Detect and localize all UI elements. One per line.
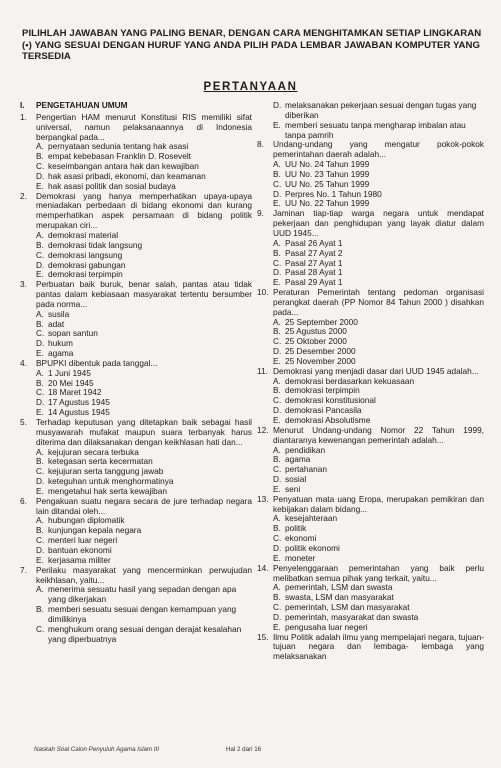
question-item (257, 209, 484, 288)
option-text: ekonomi (285, 533, 317, 544)
option-text: demokrasi berdasarkan kekuasaan (285, 375, 415, 386)
question-text: Undang-undang yang mengatur pokok-pokok pemerintahan daerah adalah... (273, 139, 484, 160)
option-letter: D. (273, 611, 282, 622)
option-text: 1 Juni 1945 (48, 367, 91, 378)
option-text: pertahanan (285, 464, 327, 475)
question-item (20, 359, 252, 418)
option-letter: C. (36, 387, 45, 398)
option-letter: A. (273, 237, 281, 248)
question-text: BPUPKI dibentuk pada tanggal... (36, 357, 158, 368)
question-text: Penyatuan mata uang Eropa, merupakan pemikiran dan kebijakan dalam bidang... (273, 493, 484, 514)
option-letter: A. (273, 375, 281, 386)
question-text: Pengertian HAM menurut Konstitusi RIS memiliki sifat universal, namun pelaksanaannya di Indonesia berpangkal pada... (36, 111, 252, 142)
option-letter: C. (36, 623, 45, 634)
option-letter: C. (36, 249, 45, 260)
question-number: 14. (257, 562, 269, 573)
option-letter: A. (36, 367, 44, 378)
option-letter: C. (273, 178, 282, 189)
answer-options (20, 142, 252, 191)
option-text: Perpres No. 1 Tahun 1980 (285, 188, 382, 199)
footer-page-number: Hal 2 dari 16 (226, 746, 262, 753)
option-letter: B. (273, 247, 281, 258)
option-text: pengusaha luar negeri (285, 621, 368, 632)
option-text: 25 Desember 2000 (285, 346, 356, 357)
option-text: moneter (285, 552, 316, 563)
option-text: 25 November 2000 (285, 355, 356, 366)
option-text: 25 Oktober 2000 (285, 336, 347, 347)
option-text: kerjasama militer (48, 554, 111, 565)
option-text: kejujuran secara terbuka (48, 446, 139, 457)
answer-option (36, 605, 252, 625)
option-letter: C. (273, 602, 282, 613)
option-letter: A. (36, 584, 44, 595)
question-number: 6. (20, 495, 27, 506)
question-number: 12. (257, 424, 269, 435)
answer-option (273, 475, 484, 485)
option-text: sosial (285, 474, 307, 485)
option-text: 17 Agustus 1945 (48, 397, 110, 408)
option-text: susila (48, 308, 70, 319)
option-letter: A. (36, 229, 44, 240)
option-letter: C. (273, 257, 282, 268)
option-letter: C. (273, 533, 282, 544)
question-item (20, 113, 252, 192)
question-stem (257, 209, 484, 239)
option-letter: A. (36, 141, 44, 152)
question-item (257, 633, 484, 663)
option-letter: E. (36, 269, 44, 280)
option-text: keseimbangan antara hak dan kewajiban (48, 161, 199, 172)
question-text: Perbuatan baik buruk, benar salah, pantas atau tidak pantas dalam kebiasaan masyarakat tertentu bersumber pada norma... (36, 279, 252, 309)
option-text: demokrasi tidak langsung (48, 239, 143, 250)
question-stem (20, 113, 252, 143)
option-text: demokrasi gabungan (48, 259, 126, 270)
question-item (20, 192, 252, 281)
question-number: 15. (257, 631, 269, 642)
option-letter: E. (273, 483, 281, 494)
question-stem (257, 633, 484, 663)
answer-options (257, 446, 484, 495)
option-text: keteguhan untuk menghormatinya (48, 476, 174, 487)
option-letter: E. (273, 621, 281, 632)
option-text: kunjungan kepala negara (48, 525, 142, 536)
question-text: Penyelenggaraan pemerintahan yang baik perlu melibatkan semua pihak yang terkait, yaitu... (273, 562, 484, 583)
option-text: 18 Maret 1942 (48, 387, 102, 398)
section-heading (20, 101, 252, 111)
question-item (257, 495, 484, 564)
option-letter: D. (273, 542, 282, 553)
question-item (257, 367, 484, 426)
answer-option (36, 625, 252, 645)
option-letter: C. (36, 535, 45, 546)
question-number: 9. (257, 208, 264, 219)
question-stem (257, 140, 484, 160)
answer-option (273, 121, 484, 141)
option-text: 25 Agustus 2000 (285, 326, 347, 337)
option-letter: D. (36, 170, 45, 181)
option-letter: D. (36, 476, 45, 487)
question-stem (257, 495, 484, 515)
option-text: Pasal 27 Ayat 2 (285, 247, 343, 258)
question-number: 8. (257, 139, 264, 150)
option-text: Pasal 26 Ayat 1 (285, 237, 343, 248)
option-letter: D. (36, 397, 45, 408)
option-text: melaksanakan pekerjaan sesuai dengan tugas yang diberikan (285, 100, 477, 120)
question-number: 4. (20, 357, 27, 368)
question-text: Terhadap keputusan yang ditetapkan baik sebagai hasil musyawarah mufakat maupun suara terbanyak harus diterima dan dilaksanakan dengan keikhlasan hati dan... (36, 417, 252, 447)
question-item (20, 280, 252, 359)
answer-options (257, 318, 484, 367)
question-number: 7. (20, 564, 27, 575)
carried-options (257, 101, 484, 140)
option-letter: B. (273, 168, 281, 179)
answer-options (20, 585, 252, 644)
option-text: pernyataan sedunia tentang hak asasi (48, 141, 189, 152)
question-item (20, 497, 252, 566)
option-text: agama (48, 348, 74, 359)
option-letter: E. (273, 415, 281, 425)
question-text: Perilaku masyarakat yang mencerminkan perwujudan keikhlasan, yaitu... (36, 564, 252, 585)
option-text: hak asasi politik dan sosial budaya (48, 180, 176, 191)
option-letter: B. (36, 151, 44, 162)
question-text: Jaminan tiap-tiap warga negara untuk mendapat pekerjaan dan penghidupan yang layak diatur dalam UUD 1945... (273, 208, 484, 238)
option-text: memberi sesuatu sesuai dengan kemampuan yang dimilikinya (48, 604, 237, 624)
option-letter: D. (36, 259, 45, 270)
option-text: mengetahui hak serta kewajiban (48, 485, 167, 496)
question-list-left (20, 113, 252, 645)
option-text: menteri luar negeri (48, 535, 118, 546)
question-text: Menurut Undang-undang Nomor 22 Tahun 1999, diantaranya kewenangan pemerintah adalah... (273, 424, 484, 445)
instruction-text: PILIHLAH JAWABAN YANG PALING BENAR, DENGAN CARA MENGHITAMKAN SETIAP LINGKARAN (•) YANG SESUAI DENGAN HURUF YANG ANDA PILIH PADA LEMBAR JAWABAN KOMPUTER YANG TERSEDIA (22, 28, 482, 62)
answer-options (257, 239, 484, 288)
option-text: pemerintah, LSM dan swasta (285, 582, 393, 593)
question-stem (20, 418, 252, 448)
answer-options (20, 448, 252, 497)
option-text: adat (48, 318, 65, 329)
option-text: demokrasi langsung (48, 249, 123, 260)
question-stem (257, 564, 484, 584)
option-text: UU No. 23 Tahun 1999 (285, 168, 370, 179)
question-item (257, 140, 484, 209)
option-letter: A. (273, 582, 281, 593)
option-letter: E. (273, 198, 281, 209)
option-text: bantuan ekonomi (48, 544, 112, 555)
question-stem (20, 280, 252, 310)
option-letter: B. (273, 523, 281, 534)
question-list-right (257, 140, 484, 662)
option-letter: B. (36, 239, 44, 250)
option-text: seni (285, 483, 301, 494)
option-text: empat kebebasan Franklin D. Rosevelt (48, 151, 191, 162)
answer-options (257, 377, 484, 426)
option-letter: A. (273, 513, 281, 524)
answer-options (257, 583, 484, 632)
option-text: pemerintah, masyarakat dan swasta (285, 611, 419, 622)
option-text: ketegasan serta kecermatan (48, 456, 153, 467)
option-letter: D. (273, 346, 282, 357)
option-text: demokrasi terpimpin (285, 385, 360, 396)
question-item (20, 418, 252, 497)
question-stem (20, 566, 252, 586)
option-letter: A. (273, 159, 281, 170)
option-text: 14 Agustus 1945 (48, 407, 110, 418)
option-text: hubungan diplomatik (48, 515, 125, 526)
left-column (20, 101, 252, 644)
option-letter: D. (273, 188, 282, 199)
option-letter: C. (36, 466, 45, 477)
option-text: agama (285, 454, 311, 465)
option-text: demokrasi konstitusional (285, 395, 376, 406)
option-letter: C. (273, 464, 282, 475)
option-letter: A. (273, 444, 281, 455)
option-text: demokrasi Pancasila (285, 405, 362, 416)
option-letter: A. (36, 308, 44, 319)
option-letter: C. (273, 336, 282, 347)
question-item (20, 566, 252, 645)
question-number: 10. (257, 287, 269, 298)
section-number: I. (20, 100, 25, 110)
option-letter: D. (273, 100, 282, 110)
answer-option (36, 585, 252, 605)
footer-document-name: Naskah Soal Calon Penyuluh Agama Islam III (34, 746, 159, 753)
question-stem (257, 288, 484, 318)
question-number: 11. (257, 365, 268, 376)
option-letter: E. (273, 355, 281, 366)
option-text: Pasal 29 Ayat 1 (285, 277, 343, 288)
option-letter: A. (36, 515, 44, 526)
option-text: Pasal 27 Ayat 1 (285, 257, 343, 268)
option-letter: E. (273, 119, 281, 130)
option-text: memberi sesuatu tanpa mengharap imbalan atau tanpa pamrih (285, 119, 466, 140)
question-number: 3. (20, 279, 27, 290)
answer-option (36, 310, 252, 320)
option-letter: B. (36, 604, 44, 615)
section-label: PENGETAHUAN UMUM (36, 100, 128, 110)
option-text: 20 Mei 1945 (48, 377, 94, 388)
question-text: Demokrasi yang menjadi dasar dari UUD 1945 adalah... (273, 365, 479, 376)
option-text: pemerintah, LSM dan masyarakat (285, 602, 410, 613)
answer-option (273, 101, 484, 121)
option-letter: B. (36, 525, 44, 536)
option-letter: B. (273, 326, 281, 337)
option-text: menghukum orang sesuai dengan derajat kesalahan yang diperbuatnya (48, 623, 242, 644)
option-text: 25 September 2000 (285, 316, 358, 327)
answer-options (20, 231, 252, 280)
option-text: menerima sesuatu hasil yang sepadan dengan apa yang dikerjakan (48, 584, 237, 605)
question-number: 13. (257, 493, 269, 504)
question-number: 5. (20, 417, 27, 427)
right-column (257, 101, 484, 662)
option-text: UU No. 22 Tahun 1999 (285, 198, 370, 209)
option-letter: B. (36, 377, 44, 388)
page-title: PERTANYAAN (203, 81, 298, 93)
option-letter: A. (36, 446, 44, 457)
option-letter: B. (273, 454, 281, 465)
answer-options (20, 369, 252, 418)
question-stem (20, 192, 252, 231)
option-letter: E. (36, 348, 44, 359)
option-letter: D. (36, 544, 45, 555)
question-number: 2. (20, 190, 27, 201)
question-item (257, 564, 484, 633)
option-text: sopan santun (48, 328, 98, 339)
option-letter: C. (36, 328, 45, 339)
option-text: demokrasi terpimpin (48, 269, 123, 280)
answer-options (20, 310, 252, 359)
option-letter: B. (36, 318, 44, 329)
question-stem (20, 497, 252, 517)
option-letter: E. (36, 554, 44, 565)
option-letter: A. (273, 316, 281, 327)
option-text: UU No. 25 Tahun 1999 (285, 178, 370, 189)
option-letter: E. (36, 485, 44, 496)
option-text: hukum (48, 338, 73, 349)
option-letter: D. (273, 474, 282, 485)
option-text: demokrasi material (48, 229, 119, 240)
option-letter: B. (36, 456, 44, 467)
option-text: kejujuran serta tanggung jawab (48, 466, 164, 477)
option-text: pendidikan (285, 444, 326, 455)
question-stem (257, 426, 484, 446)
option-letter: B. (273, 385, 281, 396)
question-item (257, 288, 484, 367)
option-letter: D. (273, 405, 282, 416)
option-text: swasta, LSM dan masyarakat (285, 592, 394, 603)
question-number: 1. (20, 111, 27, 122)
answer-options (257, 514, 484, 563)
option-text: Pasal 28 Ayat 1 (285, 267, 343, 278)
option-text: kesejahteraan (285, 513, 338, 524)
option-letter: E. (273, 277, 281, 288)
question-text: Demokrasi yang hanya memperhatikan upaya-upaya meniadakan perbedaan di bidang ekonomi dan kurang memperhatikan aspek persamaan di bidang politik merupakan ciri... (36, 190, 252, 231)
option-letter: E. (36, 407, 44, 418)
option-letter: D. (36, 338, 45, 349)
question-item (257, 426, 484, 495)
answer-options (257, 160, 484, 209)
option-letter: D. (273, 267, 282, 278)
option-text: politik ekonomi (285, 542, 340, 553)
option-text: politik (285, 523, 307, 534)
option-letter: C. (273, 395, 282, 406)
question-text: Pengakuan suatu negara secara de jure terhadap negara lain ditandai oleh... (36, 495, 252, 516)
option-letter: C. (36, 161, 45, 172)
option-letter: B. (273, 592, 281, 603)
question-text: Peraturan Pemerintah tentang pedoman organisasi perangkat daerah (PP Nomor 84 Tahun 2000 ) disahkan pada... (273, 287, 484, 317)
option-letter: E. (36, 180, 44, 191)
option-letter: E. (273, 552, 281, 563)
answer-options (20, 516, 252, 565)
option-text: UU No. 24 Tahun 1999 (285, 159, 370, 170)
question-text: Ilmu Politik adalah ilmu yang mempelajari negara, tujuan-tujuan negara dan lembaga- lembaga yang melaksanakan (273, 631, 484, 662)
option-text: hak asasi pribadi, ekonomi, dan keamanan (48, 170, 206, 181)
option-text: demokrasi Absolutisme (285, 415, 371, 425)
